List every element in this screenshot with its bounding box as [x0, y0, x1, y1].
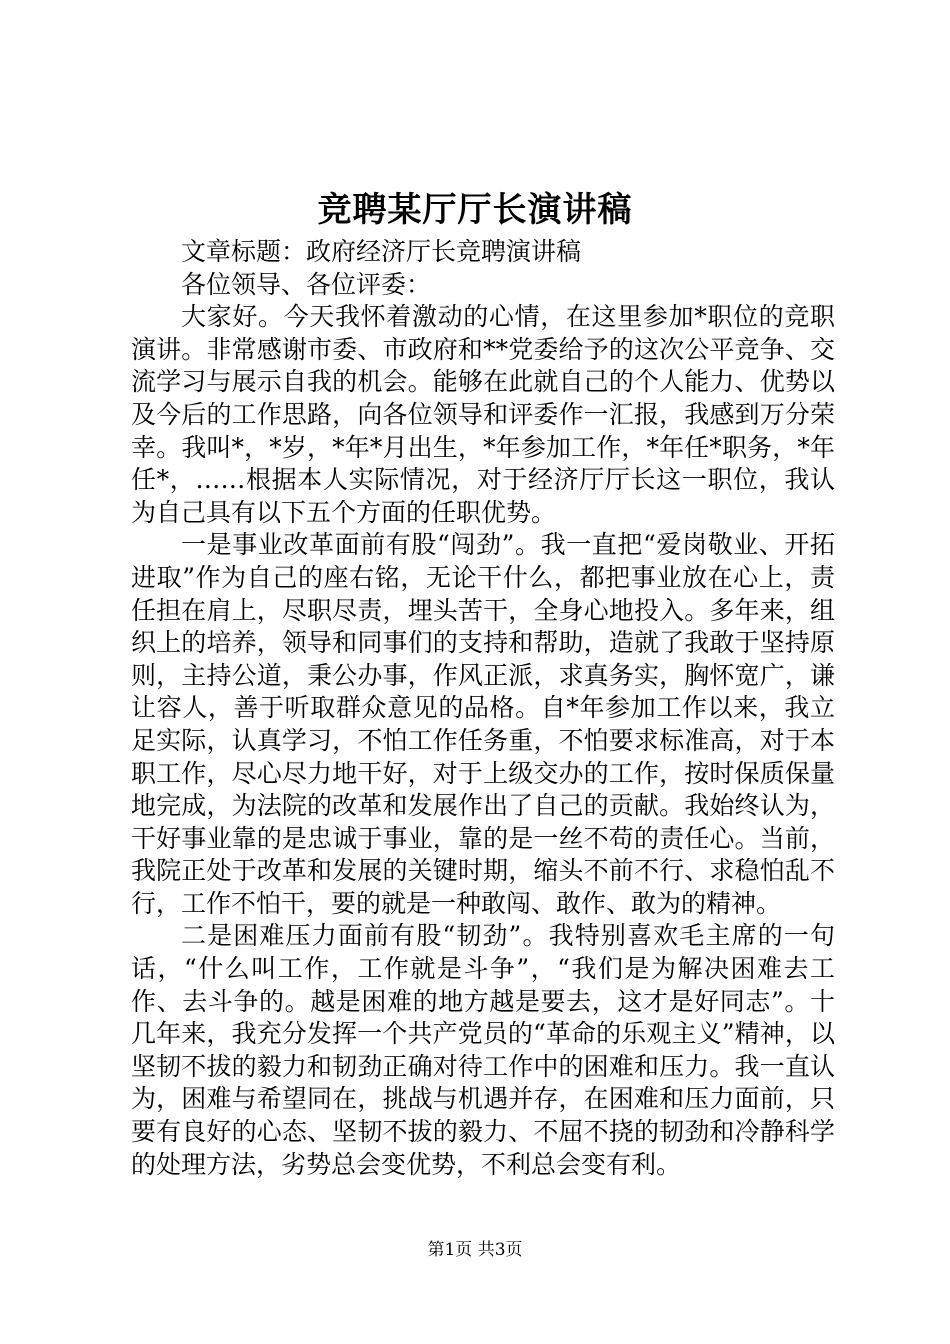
paragraph-point-one: 一是事业改革面前有股“闯劲”。我一直把“爱岗敬业、开拓进取”作为自己的座右铭，无论干什么，都把事业放在心上，责任担在肩上，尽职尽责，埋头苦干，全身心地投入。多年来，组织上的培养，领导和同事们的支持和帮助，造就了我敢于坚持原则，主持公道，秉公办事，作风正派，求真务实，胸怀宽广，谦让容人，善于听取群众意见的品格。自*年参加工作以来，我立足实际，认真学习，不怕工作任务重，不怕要求标准高，对于本职工作，尽心尽力地干好，对于上级交办的工作，按时保质保量地完成，为法院的改革和发展作出了自己的贡献。我始终认为，干好事业靠的是忠诚于事业，靠的是一丝不苟的责任心。当前，我院正处于改革和发展的关键时期，缩头不前不行、求稳怕乱不行，工作不怕干，要的就是一种敢闯、敢作、敢为的精神。	[131, 530, 835, 918]
document-body	[131, 236, 835, 1181]
document-title: 竞聘某厅厅长演讲稿	[317, 190, 633, 230]
paragraph-salutation: 各位领导、各位评委：	[181, 269, 432, 299]
paragraph-article-title: 文章标题：政府经济厅长竞聘演讲稿	[181, 237, 582, 266]
page-number-footer: 第1页 共3页	[427, 1240, 523, 1260]
paragraph-point-two: 二是困难压力面前有股“韧劲”。我特别喜欢毛主席的一句话，“什么叫工作，工作就是斗争”，“我们是为解决困难去工作、去斗争的。越是困难的地方越是要去，这才是好同志”。十几年来，我充分发挥一个共产党员的“革命的乐观主义”精神，以坚韧不拔的毅力和韧劲正确对待工作中的困难和压力。我一直认为，困难与希望同在，挑战与机遇并存，在困难和压力面前，只要有良好的心态、坚韧不拔的毅力、不屈不挠的韧劲和冷静科学的处理方法，劣势总会变优势，不利总会变有利。	[131, 921, 835, 1179]
paragraph-intro: 大家好。今天我怀着激动的心情，在这里参加*职位的竞职演讲。非常感谢市委、市政府和**党委给予的这次公平竞争、交流学习与展示自我的机会。能够在此就自己的个人能力、优势以及今后的工作思路，向各位领导和评委作一汇报，我感到万分荣幸。我叫*，*岁，*年*月出生，*年参加工作，*年任*职务，*年任*，……根据本人实际情况，对于经济厅厅长这一职位，我认为自己具有以下五个方面的任职优势。	[131, 302, 835, 527]
